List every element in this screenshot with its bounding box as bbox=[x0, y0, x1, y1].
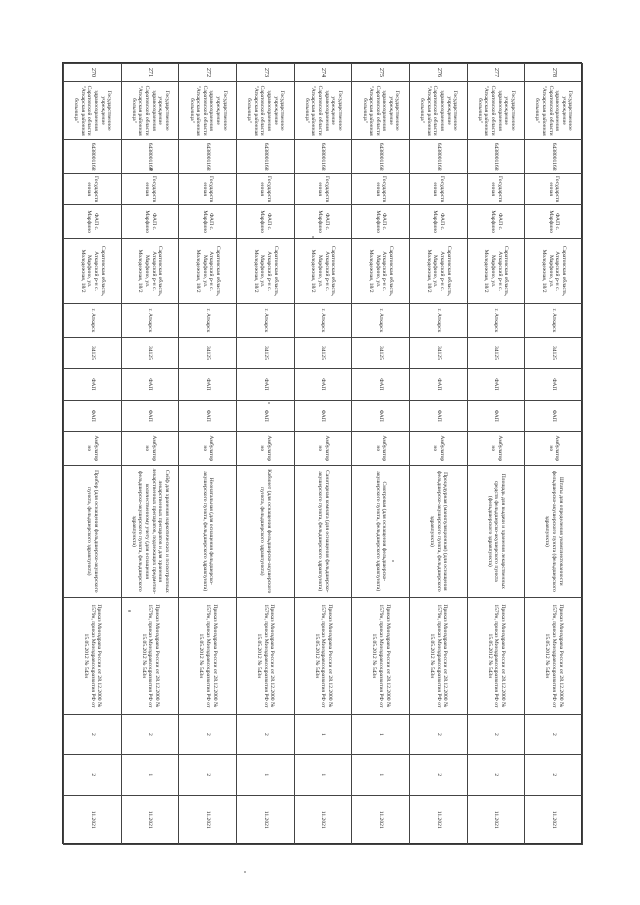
scan-speck bbox=[244, 871, 246, 873]
cell-ownership: Государственная bbox=[294, 173, 352, 204]
cell-address: Саратовская область, Аткарский р-н с. Марфино, ул. Молодежная, 18/2 bbox=[179, 239, 237, 304]
cell-date: 11.2021 bbox=[525, 795, 583, 845]
cell-type-short: ФАП bbox=[294, 369, 352, 400]
cell-count-a: 2 bbox=[237, 714, 295, 754]
cell-locality: г. Аткарск bbox=[294, 304, 352, 338]
cell-service: Амбулаторно bbox=[410, 431, 468, 465]
cell-ownership: Государственная bbox=[352, 173, 410, 204]
cell-type-short2: ФАП bbox=[525, 400, 583, 431]
cell-institution: Государственное учреждение здравоохранения Саратовской области "Аткарская районная больница" bbox=[467, 81, 525, 139]
cell-object-name: ФАП с. Марфино bbox=[410, 205, 468, 239]
equipment-table bbox=[63, 63, 583, 845]
table-row bbox=[525, 64, 583, 845]
cell-locality: г. Аткарск bbox=[237, 304, 295, 338]
cell-ownership: Государственная bbox=[237, 173, 295, 204]
cell-normative: Приказ Минздрава России от 28.12.2000 № 1579н, приказ Минздравсоцразвития РФ от 15.05.2012 № 543н bbox=[121, 598, 179, 715]
cell-position: Процедурная (манипуляционная) (для оснащения фельдшерско-акушерского пункта, фельдшерского здравпункта) bbox=[410, 465, 468, 597]
cell-service: Амбулаторно bbox=[352, 431, 410, 465]
cell-locality: г. Аткарск bbox=[121, 304, 179, 338]
cell-object-name: ФАП с. Марфино bbox=[352, 205, 410, 239]
cell-count-a: 1 bbox=[352, 714, 410, 754]
cell-ownership: Государственная bbox=[64, 173, 122, 204]
cell-code: 34125 bbox=[237, 337, 295, 368]
cell-inn: 6438001168 bbox=[467, 140, 525, 174]
cell-date: 11.2021 bbox=[64, 795, 122, 845]
cell-type-short: ФАП bbox=[352, 369, 410, 400]
cell-inn: 6438001168 bbox=[64, 140, 122, 174]
cell-count-a: 1 bbox=[294, 714, 352, 754]
cell-number: 277 bbox=[467, 64, 525, 82]
cell-date: 11.2021 bbox=[467, 795, 525, 845]
cell-ownership: Государственная bbox=[121, 173, 179, 204]
cell-count-a: 2 bbox=[179, 714, 237, 754]
cell-type-short2: ФАП bbox=[352, 400, 410, 431]
cell-count-a: 2 bbox=[121, 714, 179, 754]
cell-position: Сейф для хранения наркотических и психотропных лекарственных препаратов и для хранения лекарственных препаратов, подлежащих предметно-количественному учету (для оснащения фельдшерско-акушерского пункта, фельдшерского здравпункта) bbox=[121, 465, 179, 597]
cell-code: 34125 bbox=[352, 337, 410, 368]
cell-number: 276 bbox=[410, 64, 468, 82]
cell-normative: Приказ Минздрава России от 28.12.2000 № 1579н, приказ Минздравсоцразвития РФ от 15.05.2012 № 543н bbox=[294, 598, 352, 715]
cell-count-b: 2 bbox=[179, 755, 237, 795]
cell-object-name: ФАП с. Марфино bbox=[467, 205, 525, 239]
cell-count-a: 2 bbox=[64, 714, 122, 754]
cell-service: Амбулаторно bbox=[64, 431, 122, 465]
cell-count-a: 2 bbox=[467, 714, 525, 754]
cell-type-short: ФАП bbox=[237, 369, 295, 400]
cell-date: 11.2021 bbox=[294, 795, 352, 845]
cell-type-short2: ФАП bbox=[179, 400, 237, 431]
equipment-table-frame bbox=[62, 62, 582, 844]
cell-address: Саратовская область, Аткарский р-н с. Марфино, ул. Молодежная, 18/2 bbox=[467, 239, 525, 304]
cell-count-b: 2 bbox=[410, 755, 468, 795]
cell-locality: г. Аткарск bbox=[525, 304, 583, 338]
cell-service: Амбулаторно bbox=[467, 431, 525, 465]
cell-address: Саратовская область, Аткарский р-н с. Марфино, ул. Молодежная, 18/2 bbox=[237, 239, 295, 304]
cell-type-short2: ФАП bbox=[237, 400, 295, 431]
cell-inn: 6438001168 bbox=[237, 140, 295, 174]
cell-count-a: 2 bbox=[410, 714, 468, 754]
cell-code: 34125 bbox=[179, 337, 237, 368]
cell-service: Амбулаторно bbox=[294, 431, 352, 465]
rotated-table bbox=[63, 63, 583, 845]
cell-type-short: ФАП bbox=[410, 369, 468, 400]
cell-type-short: ФАП bbox=[179, 369, 237, 400]
cell-object-name: ФАП с. Марфино bbox=[525, 205, 583, 239]
table-body bbox=[64, 64, 583, 845]
cell-position: Штаты для определения укомплектованности фельдшерско-акушерского пункта (фельдшерского здравпункта) bbox=[525, 465, 583, 597]
table-row bbox=[121, 64, 179, 845]
cell-inn: 6438001168 bbox=[525, 140, 583, 174]
cell-inn: 6438001168 bbox=[294, 140, 352, 174]
cell-locality: г. Аткарск bbox=[467, 304, 525, 338]
cell-number: 278 bbox=[525, 64, 583, 82]
cell-count-b: 1 bbox=[237, 755, 295, 795]
cell-count-b: 2 bbox=[525, 755, 583, 795]
cell-institution: Государственное учреждение здравоохранения Саратовской области "Аткарская районная больница" bbox=[525, 81, 583, 139]
cell-locality: г. Аткарск bbox=[410, 304, 468, 338]
cell-type-short2: ФАП bbox=[294, 400, 352, 431]
cell-position: Неонатальная (для оснащения фельдшерско-акушерского пункта, фельдшерского здравпункта) bbox=[179, 465, 237, 597]
cell-position: Смотровая (для оснащения фельдшерско-акушерского пункта, фельдшерского здравпункта) bbox=[352, 465, 410, 597]
cell-address: Саратовская область, Аткарский р-н с. Марфино, ул. Молодежная, 18/2 bbox=[294, 239, 352, 304]
cell-institution: Государственное учреждение здравоохранения Саратовской области "Аткарская районная больница" bbox=[179, 81, 237, 139]
cell-date: 11.2021 bbox=[237, 795, 295, 845]
cell-ownership: Государственная bbox=[179, 173, 237, 204]
cell-number: 272 bbox=[179, 64, 237, 82]
cell-locality: г. Аткарск bbox=[64, 304, 122, 338]
table-row bbox=[294, 64, 352, 845]
cell-code: 34125 bbox=[525, 337, 583, 368]
cell-locality: г. Аткарск bbox=[352, 304, 410, 338]
cell-object-name: ФАП с. Марфино bbox=[237, 205, 295, 239]
cell-count-b: 1 bbox=[352, 755, 410, 795]
cell-service: Амбулаторно bbox=[525, 431, 583, 465]
cell-ownership: Государственная bbox=[525, 173, 583, 204]
cell-institution: Государственное учреждение здравоохранения Саратовской области "Аткарская районная больница" bbox=[294, 81, 352, 139]
cell-type-short: ФАП bbox=[64, 369, 122, 400]
cell-type-short2: ФАП bbox=[64, 400, 122, 431]
cell-number: 270 bbox=[64, 64, 122, 82]
cell-count-b: 1 bbox=[121, 755, 179, 795]
cell-normative: Приказ Минздрава России от 28.12.2000 № 1579н, приказ Минздравсоцразвития РФ от 15.05.2012 № 543н bbox=[179, 598, 237, 715]
cell-normative: Приказ Минздрава России от 28.12.2000 № 1579н, приказ Минздравсоцразвития РФ от 15.05.2012 № 543н bbox=[467, 598, 525, 715]
cell-position: Площадь для выдачи и хранения лекарственных средств фельдшерско-акушерского пункта (фельдшерского здравпункта) bbox=[467, 465, 525, 597]
cell-code: 34125 bbox=[64, 337, 122, 368]
cell-type-short2: ФАП bbox=[467, 400, 525, 431]
cell-normative: Приказ Минздрава России от 28.12.2000 № 1579н, приказ Минздравсоцразвития РФ от 15.05.2012 № 543н bbox=[237, 598, 295, 715]
cell-service: Амбулаторно bbox=[121, 431, 179, 465]
cell-type-short: ФАП bbox=[467, 369, 525, 400]
cell-count-b: 2 bbox=[64, 755, 122, 795]
cell-address: Саратовская область, Аткарский р-н с. Марфино, ул. Молодежная, 18/2 bbox=[410, 239, 468, 304]
cell-ownership: Государственная bbox=[410, 173, 468, 204]
cell-date: 11.2021 bbox=[121, 795, 179, 845]
cell-position: Санитарная комната (для оснащения фельдшерско-акушерского пункта, фельдшерского здравпункта) bbox=[294, 465, 352, 597]
table-row bbox=[352, 64, 410, 845]
cell-institution: Государственное учреждение здравоохранения Саратовской области "Аткарская районная больница" bbox=[121, 81, 179, 139]
cell-normative: Приказ Минздрава России от 28.12.2000 № 1579н, приказ Минздравсоцразвития РФ от 15.05.2012 № 543н bbox=[64, 598, 122, 715]
cell-number: 274 bbox=[294, 64, 352, 82]
cell-date: 11.2021 bbox=[352, 795, 410, 845]
cell-type-short2: ФАП bbox=[410, 400, 468, 431]
cell-object-name: ФАП с. Марфино bbox=[121, 205, 179, 239]
cell-position: Прибор (для оснащения фельдшерско-акушерского пункта, фельдшерского здравпункта) bbox=[64, 465, 122, 597]
cell-object-name: ФАП с. Марфино bbox=[64, 205, 122, 239]
cell-object-name: ФАП с. Марфино bbox=[179, 205, 237, 239]
cell-number: 275 bbox=[352, 64, 410, 82]
cell-count-a: 2 bbox=[525, 714, 583, 754]
cell-position: Кабинет (для оснащения фельдшерско-акушерского пункта, фельдшерского здравпункта) bbox=[237, 465, 295, 597]
cell-address: Саратовская область, Аткарский р-н с. Марфино, ул. Молодежная, 18/2 bbox=[525, 239, 583, 304]
cell-institution: Государственное учреждение здравоохранения Саратовской области "Аткарская районная больница" bbox=[237, 81, 295, 139]
cell-institution: Государственное учреждение здравоохранения Саратовской области "Аткарская районная больница" bbox=[410, 81, 468, 139]
cell-institution: Государственное учреждение здравоохранения Саратовской области "Аткарская районная больница" bbox=[64, 81, 122, 139]
cell-address: Саратовская область, Аткарский р-н с. Марфино, ул. Молодежная, 18/2 bbox=[352, 239, 410, 304]
cell-ownership: Государственная bbox=[467, 173, 525, 204]
cell-count-b: 2 bbox=[467, 755, 525, 795]
cell-code: 34125 bbox=[467, 337, 525, 368]
cell-normative: Приказ Минздрава России от 28.12.2000 № 1579н, приказ Минздравсоцразвития РФ от 15.05.2012 № 543н bbox=[352, 598, 410, 715]
cell-inn: 6438001168 bbox=[121, 140, 179, 174]
cell-code: 34125 bbox=[410, 337, 468, 368]
cell-count-b: 1 bbox=[294, 755, 352, 795]
cell-date: 11.2021 bbox=[410, 795, 468, 845]
cell-object-name: ФАП с. Марфино bbox=[294, 205, 352, 239]
cell-normative: Приказ Минздрава России от 28.12.2000 № 1579н, приказ Минздравсоцразвития РФ от 15.05.2012 № 543н bbox=[525, 598, 583, 715]
cell-address: Саратовская область, Аткарский р-н с. Марфино, ул. Молодежная, 18/2 bbox=[121, 239, 179, 304]
cell-date: 11.2021 bbox=[179, 795, 237, 845]
table-row bbox=[237, 64, 295, 845]
table-row bbox=[179, 64, 237, 845]
cell-number: 273 bbox=[237, 64, 295, 82]
cell-address: Саратовская область, Аткарский р-н с. Марфино, ул. Молодежная, 18/2 bbox=[64, 239, 122, 304]
table-row bbox=[467, 64, 525, 845]
cell-inn: 6438001168 bbox=[352, 140, 410, 174]
cell-code: 34125 bbox=[294, 337, 352, 368]
cell-service: Амбулаторно bbox=[237, 431, 295, 465]
cell-institution: Государственное учреждение здравоохранения Саратовской области "Аткарская районная больница" bbox=[352, 81, 410, 139]
cell-locality: г. Аткарск bbox=[179, 304, 237, 338]
cell-inn: 6438001168 bbox=[410, 140, 468, 174]
cell-code: 34125 bbox=[121, 337, 179, 368]
table-row bbox=[64, 64, 122, 845]
cell-service: Амбулаторно bbox=[179, 431, 237, 465]
table-row bbox=[410, 64, 468, 845]
cell-type-short: ФАП bbox=[121, 369, 179, 400]
cell-normative: Приказ Минздрава России от 28.12.2000 № 1579н, приказ Минздравсоцразвития РФ от 15.05.2012 № 543н bbox=[410, 598, 468, 715]
cell-type-short: ФАП bbox=[525, 369, 583, 400]
cell-type-short2: ФАП bbox=[121, 400, 179, 431]
cell-number: 271 bbox=[121, 64, 179, 82]
cell-inn: 6438001168 bbox=[179, 140, 237, 174]
